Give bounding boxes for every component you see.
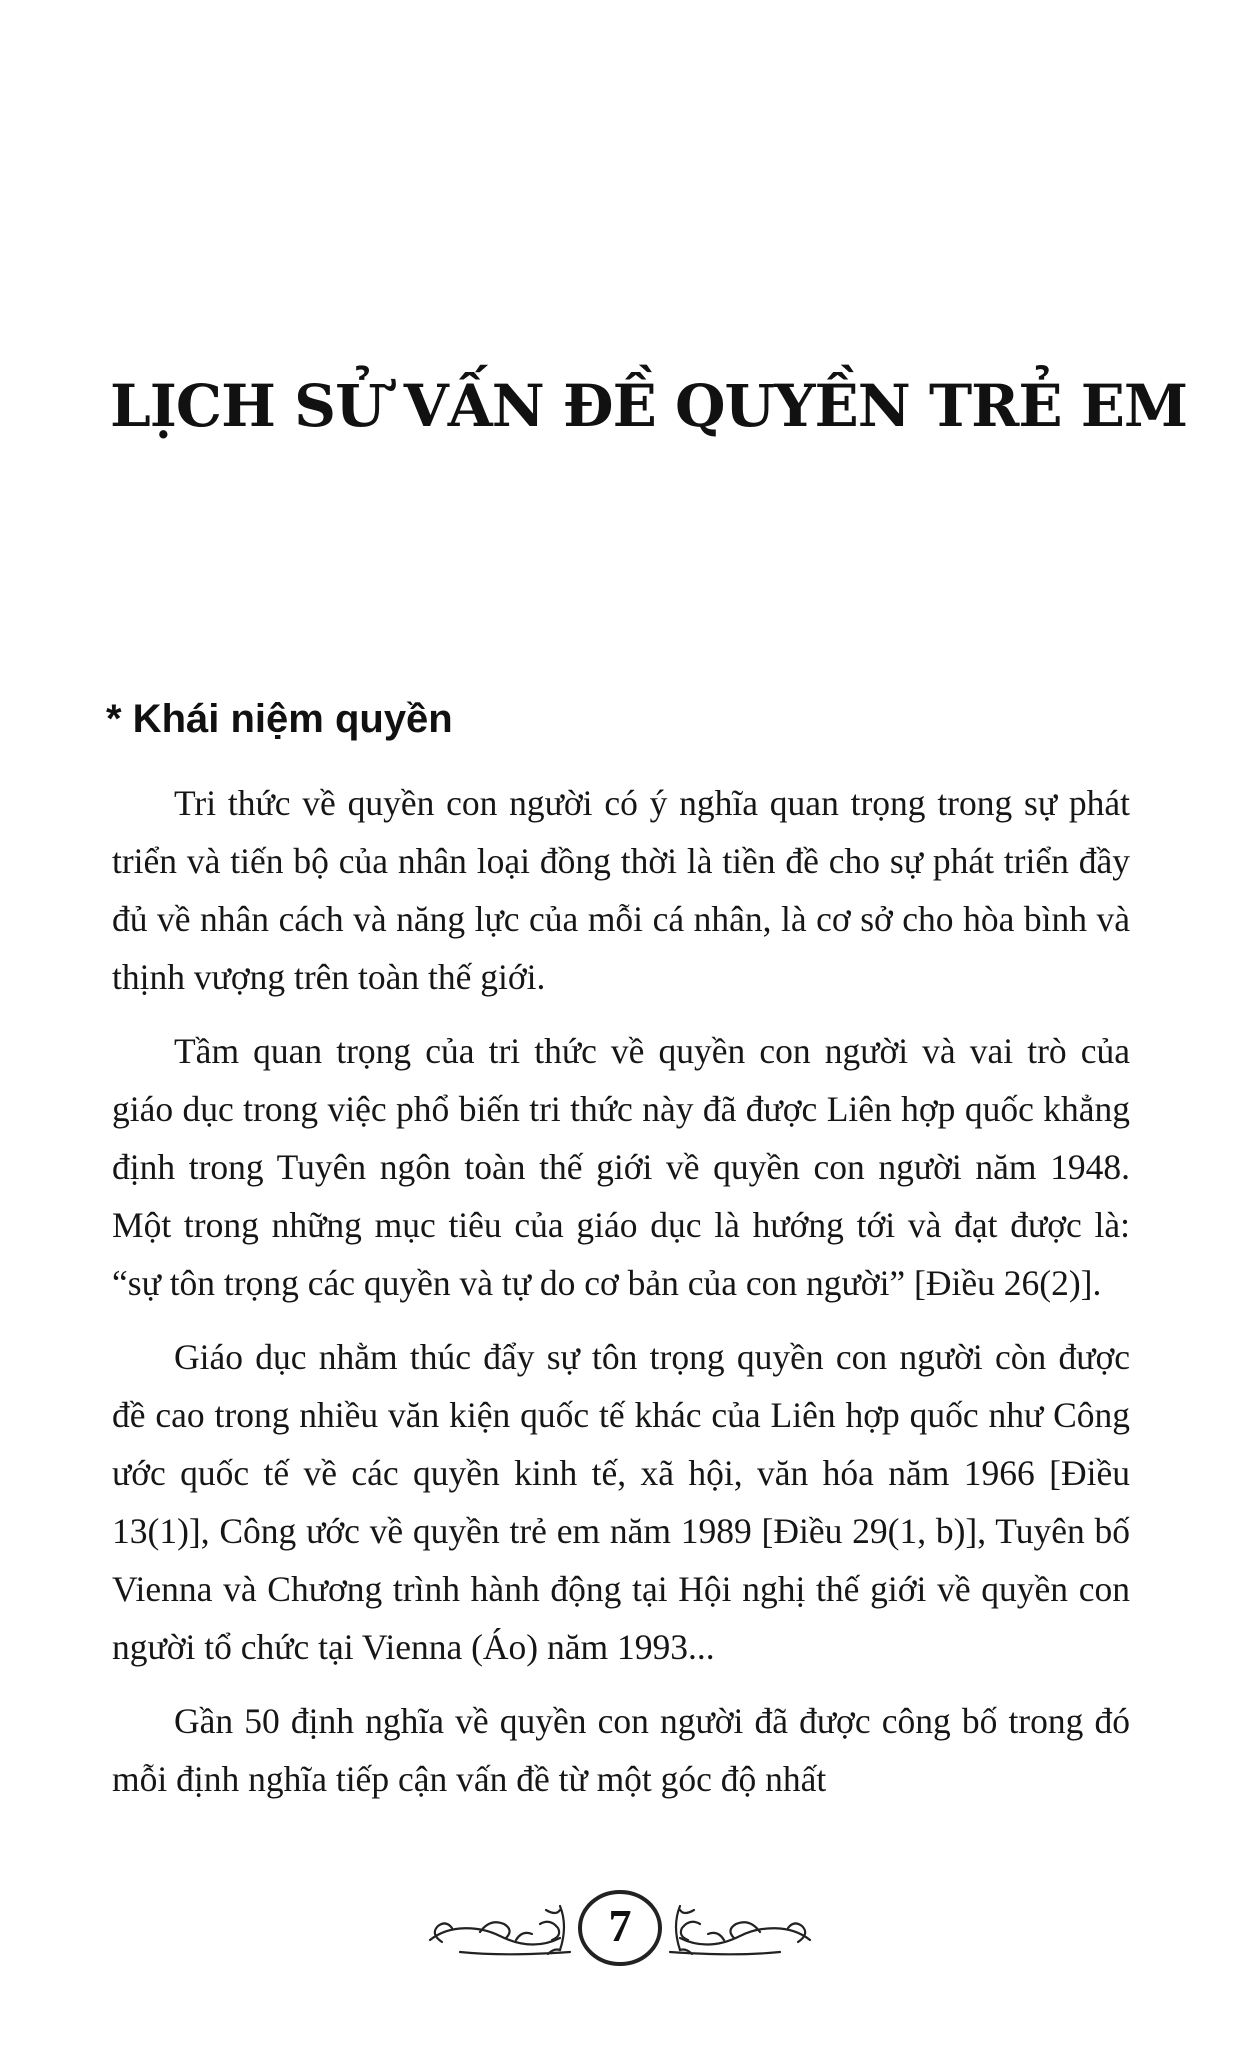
paragraph-4: Gần 50 định nghĩa về quyền con người đã được công bố trong đó mỗi định nghĩa tiếp cận vấn đề từ một góc độ nhất: [112, 1701, 1130, 1799]
body-text: [112, 774, 1130, 1824]
section-heading: * Khái niệm quyền: [106, 697, 453, 741]
paragraph-1: Tri thức về quyền con người có ý nghĩa quan trọng trong sự phát triển và tiến bộ của nhân loại đồng thời là tiền đề cho sự phát triển đầy đủ về nhân cách và năng lực của mỗi cá nhân, là cơ sở cho hòa bình và thịnh vượng trên toàn thế giới.: [112, 783, 1130, 997]
chapter-title: LỊCH SỬ VẤN ĐỀ QUYỀN TRẺ EM: [110, 372, 1188, 440]
page-number: 7: [608, 1900, 632, 1951]
paragraph-2: Tầm quan trọng của tri thức về quyền con người và vai trò của giáo dục trong việc phổ biến tri thức này đã được Liên hợp quốc khẳng định trong Tuyên ngôn toàn thế giới về quyền con người năm 1948. Một trong những mục tiêu của giáo dục là hướng tới và đạt được là: “sự tôn trọng các quyền và tự do cơ bản của con người” [Điều 26(2)].: [112, 1031, 1130, 1303]
paragraph-3: Giáo dục nhằm thúc đẩy sự tôn trọng quyền con người còn được đề cao trong nhiều văn kiện quốc tế khác của Liên hợp quốc như Công ước quốc tế về các quyền kinh tế, xã hội, văn hóa năm 1966 [Điều 13(1)], Công ước về quyền trẻ em năm 1989 [Điều 29(1, b)], Tuyên bố Vienna và Chương trình hành động tại Hội nghị thế giới về quyền con người tổ chức tại Vienna (Áo) năm 1993...: [112, 1337, 1130, 1667]
